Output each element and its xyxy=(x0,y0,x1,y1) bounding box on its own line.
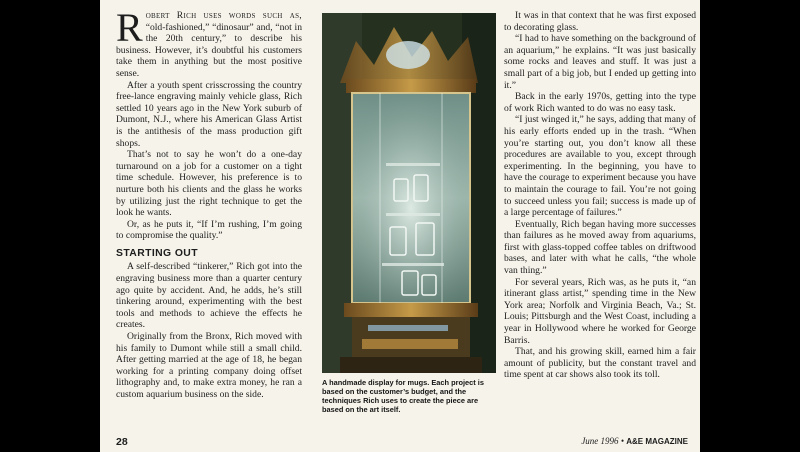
magazine-name: A&E MAGAZINE xyxy=(626,437,688,446)
paragraph: A self-described “tinkerer,” Rich got into the engraving business more than a quarter century ago quite by accident. And, he adds, he’s still tinkering around, experimenting with the best tools and methods to achieve the effects he creates. xyxy=(116,261,302,331)
article-column-3 xyxy=(504,10,696,381)
engraved-glass-cabinet-illustration xyxy=(322,13,496,373)
paragraph: “I just winged it,” he says, adding that many of his early efforts ended up in the trash. “When you’re starting out, you don’t know all these procedures are available to you, except through experimenting. In the beginning, you have to have the courage to experiment because you have to maintain the courage to fail. You’re not going to succeed unless you fail; success is made up of a large percentage of failures.” xyxy=(504,114,696,219)
paragraph: Or, as he puts it, “If I’m rushing, I’m going to compromise the quality.” xyxy=(116,218,302,242)
section-subhead: STARTING OUT xyxy=(116,247,198,259)
article-column-1 xyxy=(116,5,302,401)
paragraph: “I had to have something on the background of an aquarium,” he explains. “It was just basically some rocks and leaves and stuff. It was just a small part of a big job, but I ended up getting into it.” xyxy=(504,33,696,91)
paragraph: After a youth spent crisscrossing the country free-lance engraving mainly vehicle glass, Rich settled 10 years ago in the New York suburb of Dumont, N.J., where his American Glass Artist is the antithesis of the mass production gift shops. xyxy=(116,79,302,149)
paragraph: Back in the early 1970s, getting into the type of work Rich wanted to do was no easy task. xyxy=(504,91,696,114)
magazine-page xyxy=(100,0,700,452)
paragraph: Eventually, Rich began having more successes than failures as he moved away from aquariums, first with glass-topped coffee tables on driftwood bases, and later with what he calls, “the whole van thing.” xyxy=(504,218,696,277)
issue-date: June 1996 xyxy=(581,436,619,446)
page-number: 28 xyxy=(116,436,128,448)
paragraph: For several years, Rich was, as he puts it, “an itinerant glass artist,” spending time in the New York area; Norfolk and Virginia Beach, Va.; St. Louis; Pittsburgh and the West Coast, including a year in Hollywood where he worked for George Barris. xyxy=(504,276,696,346)
drop-cap: R xyxy=(116,5,143,50)
photo-caption: A handmade display for mugs. Each project is based on the customer’s budget, and the techniques Rich uses to create the piece are based on the art itself. xyxy=(322,378,484,415)
paragraph: “old-fashioned,” “dinosaur” and, “not in the 20th century,” to describe his business. However, it’s doubtful his customers take them in anything but the most positive sense. xyxy=(116,21,302,79)
paragraph: Originally from the Bronx, Rich moved with his family to Dumont while still a small child. After getting married at the age of 18, he began working for a printing company doing offset lithography and, to make extra money, he ran a custom aquarium business on the side. xyxy=(116,331,302,400)
lead-paragraph xyxy=(116,5,302,80)
mug-display-photo xyxy=(322,13,496,373)
lead-smallcaps: obert Rich uses words such as, xyxy=(145,10,302,21)
paragraph: It was in that context that he was first exposed to decorating glass. xyxy=(504,10,696,33)
paragraph: That’s not to say he won’t do a one-day turnaround on a job for a customer on a tight time schedule. However, his preference is to nurture both his clients and the glass he works by utilizing just the right technique to get the look he wants. xyxy=(116,149,302,219)
issue-folio: June 1996 • A&E MAGAZINE xyxy=(581,436,688,446)
paragraph: That, and his growing skill, earned him a fair amount of publicity, but the constant travel and time spent at car shows also took its toll. xyxy=(504,346,696,381)
